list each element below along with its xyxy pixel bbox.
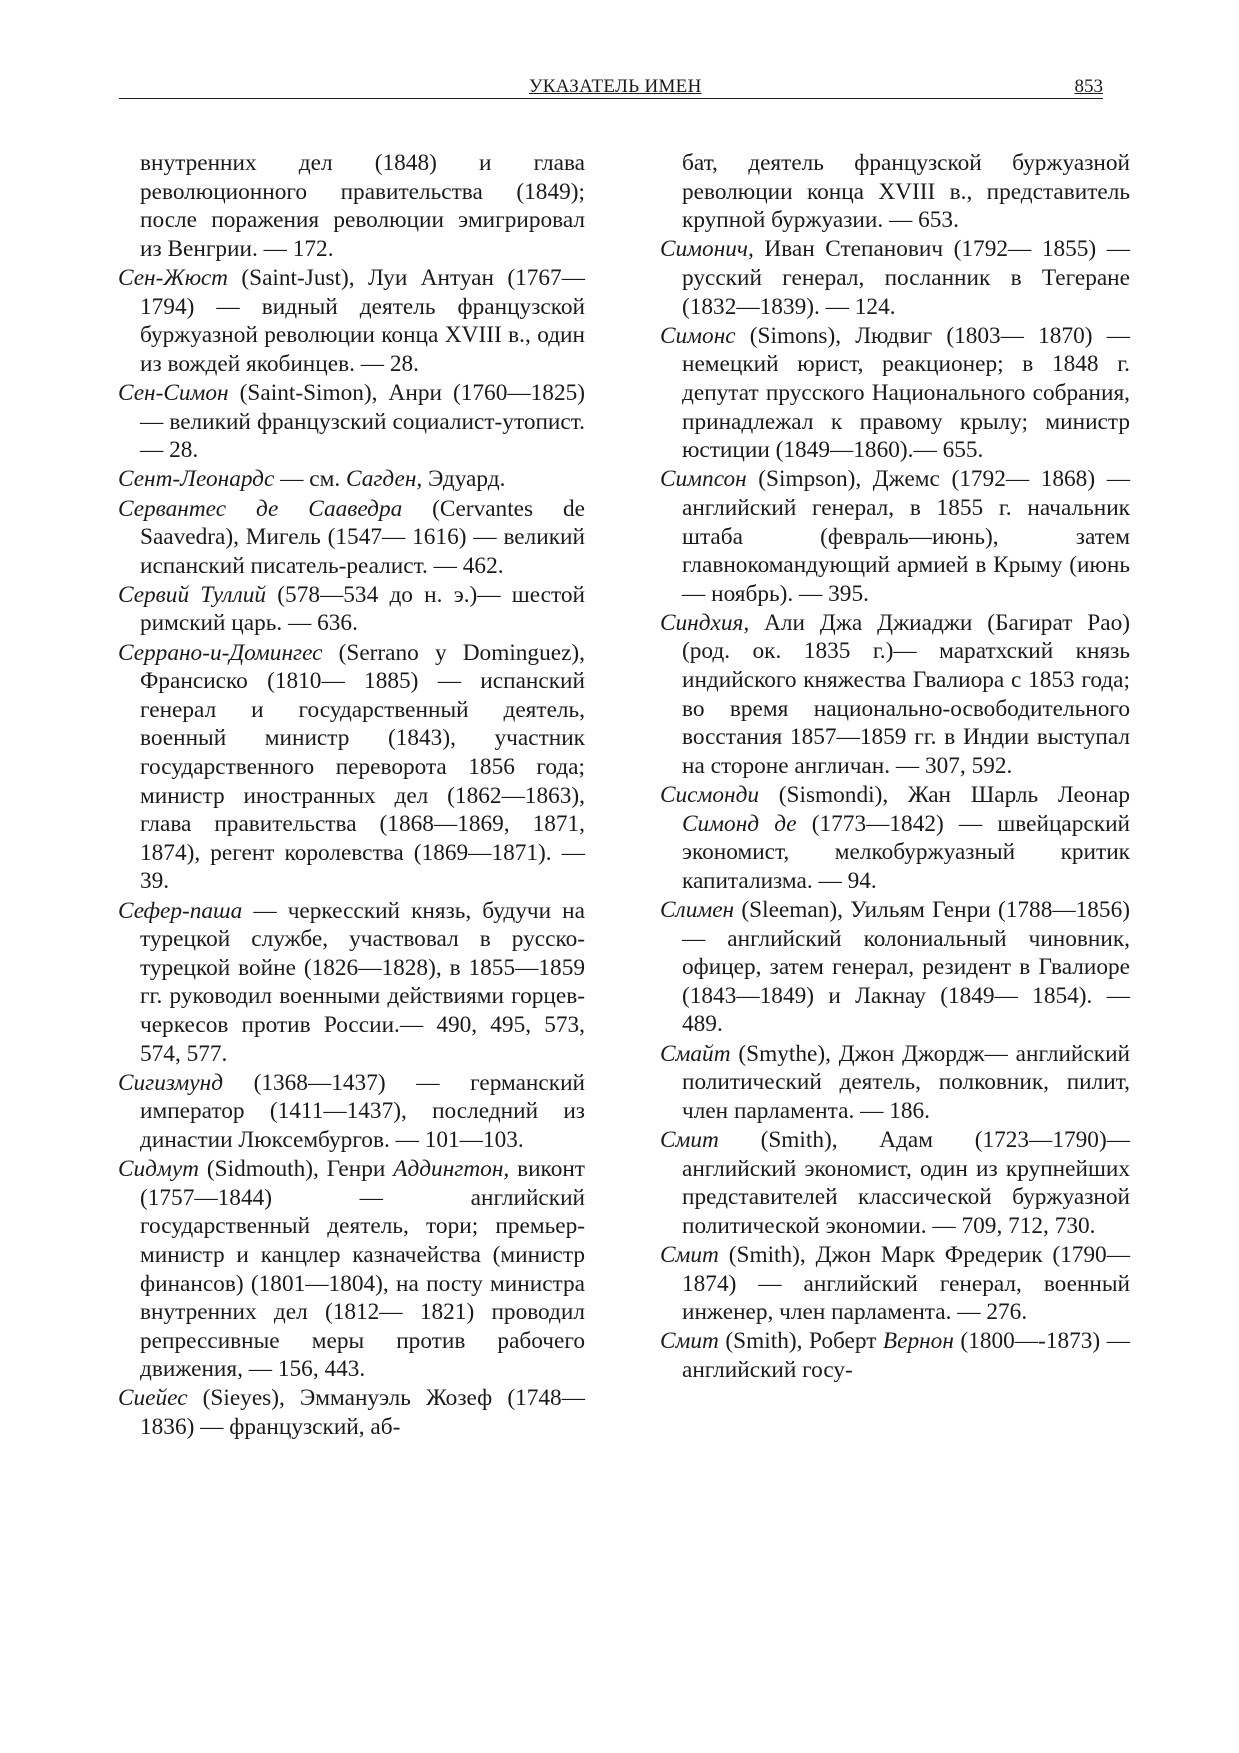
entry-name: Смит <box>660 1126 719 1153</box>
index-entry: Сиейес (Sieyes), Эммануэль Жозеф (1748—1836) — французский, аб- <box>118 1385 585 1441</box>
entry-name: Сен-Симон <box>118 379 229 406</box>
index-entry: Синдхия, Али Джа Джиаджи (Багират Рао) (род. ок. 1835 г.)— маратхский князь индийского княжества Гвалиора с 1853 года; во время национально-освободительного восстания 1857—1859 гг. в Индии выступал на стороне англичан. — 307, 592. <box>660 609 1130 779</box>
index-entry: Серрано-и-Домингес (Serrano y Dominguez), Франсиско (1810— 1885) — испанский генерал и государственный деятель, военный министр (1843), участник государственного переворота 1856 года; министр иностранных дел (1862—1863), глава правительства (1868—1869, 1871, 1874), регент королевства (1869—1871). — 39. <box>118 639 585 895</box>
entry-name: Сиейес <box>118 1385 188 1412</box>
entry-name: Сервий Туллий <box>118 581 267 608</box>
entry-name: Смайт <box>660 1040 731 1067</box>
entry-name: Смит <box>660 1328 719 1355</box>
index-entry: внутренних дел (1848) и глава революционного правительства (1849); после поражения революции эмигрировал из Венгрии. — 172. <box>140 150 585 262</box>
index-entry: Сент-Леонардс — см. Сагден, Эдуард. <box>118 466 506 493</box>
index-entry: Симонич, Иван Степанович (1792— 1855) — русский генерал, посланник в Тегеране (1832—1839). — 124. <box>660 236 1130 320</box>
index-entry: Сигизмунд (1368—1437) — германский император (1411—1437), последний из династии Люксембургов. — 101—103. <box>118 1069 585 1153</box>
entry-name: Сигизмунд <box>118 1069 223 1096</box>
index-entry: Сен-Симон (Saint-Simon), Анри (1760—1825) — великий французский социалист-утопист. — 28. <box>118 379 585 464</box>
entry-name: Сисмонди <box>660 782 760 809</box>
entry-name: Синдхия, <box>660 609 750 636</box>
index-entry: бат, деятель французской буржуазной революции конца XVIII в., представитель крупной буржуазии. — 653. <box>682 150 1130 234</box>
entry-name: Сент-Леонардс <box>118 466 275 493</box>
entry-name: Сервантес де Сааведра <box>118 495 403 522</box>
running-header <box>119 76 1103 99</box>
entry-name: Симонс <box>660 322 736 349</box>
index-entry: Смайт (Smythe), Джон Джордж— английский политический деятель, полковник, пилит, член парламента. — 186. <box>660 1040 1130 1124</box>
header-title: УКАЗАТЕЛЬ ИМЕН <box>529 76 702 97</box>
entry-name: Сефер-паша <box>118 897 243 924</box>
entry-name: Симонич, <box>660 236 754 263</box>
index-entry: Смит (Smith), Адам (1723—1790)— английский экономист, один из крупнейших представителей классической буржуазной политической экономии. — 709, 712, 730. <box>660 1126 1130 1239</box>
index-entry: Смит (Smith), Джон Марк Фредерик (1790—1874) — английский генерал, военный инженер, член парламента. — 276. <box>660 1241 1130 1326</box>
entry-name: Слимен <box>660 897 735 923</box>
entry-name: Серрано-и-Домингес <box>118 639 323 666</box>
index-entry: Сидмут (Sidmouth), Генри Аддингтон, виконт (1757—1844) — английский государственный деятель, тори; премьер-министр и канцлер казначейства (министр финансов) (1801—1804), на посту министра внутренних дел (1812— 1821) проводил репрессивные меры против рабочего движения, — 156, 443. <box>118 1156 585 1383</box>
entry-name: Сен-Жюст <box>118 264 228 291</box>
index-entry: Сефер-паша — черкесский князь, будучи на турецкой службе, участвовал в русско-турецкой войне (1826—1828), в 1855—1859 гг. руководил военными действиями горцев-черкесов против России.— 490, 495, 573, 574, 577. <box>118 897 585 1067</box>
page-number: 853 <box>1074 76 1103 97</box>
entry-name: Симпсон <box>660 466 747 493</box>
index-entry: Симпсон (Simpson), Джемс (1792— 1868) — английский генерал, в 1855 г. начальник штаба (февраль—июнь), затем главнокомандующий армией в Крыму (июнь — ноябрь). — 395. <box>660 466 1130 607</box>
index-entry: Слимен (Sleeman), Уильям Генри (1788—1856) — английский колониальный чиновник, офицер, затем генерал, резидент в Гвалиоре (1843—1849) и Лакнау (1849— 1854). — 489. <box>660 897 1130 1038</box>
right-column <box>660 149 1130 1385</box>
index-entry: Смит (Smith), Роберт Вернон (1800—-1873) — английский госу- <box>660 1328 1130 1383</box>
index-entry: Сисмонди (Sismondi), Жан Шарль Леонар Симонд де (1773—1842) — швейцарский экономист, мелкобуржуазный критик капитализма. — 94. <box>660 782 1131 894</box>
index-entry: Сервий Туллий (578—534 до н. э.)— шестой римский царь. — 636. <box>118 581 585 637</box>
entry-name: Сидмут <box>118 1156 200 1183</box>
left-column <box>118 149 585 1442</box>
index-entry: Симонс (Simons), Людвиг (1803— 1870) — немецкий юрист, реакционер; в 1848 г. депутат прусского Национального собрания, принадлежал к правому крылу; министр юстиции (1849—1860).— 655. <box>660 322 1130 464</box>
index-entry: Сен-Жюст (Saint-Just), Луи Антуан (1767—1794) — видный деятель французской буржуазной революции конца XVIII в., один из вождей якобинцев. — 28. <box>118 264 585 377</box>
entry-name: Смит <box>660 1241 719 1268</box>
index-entry: Сервантес де Сааведра (Cervantes de Saavedra), Мигель (1547— 1616) — великий испанский писатель-реалист. — 462. <box>118 495 585 579</box>
